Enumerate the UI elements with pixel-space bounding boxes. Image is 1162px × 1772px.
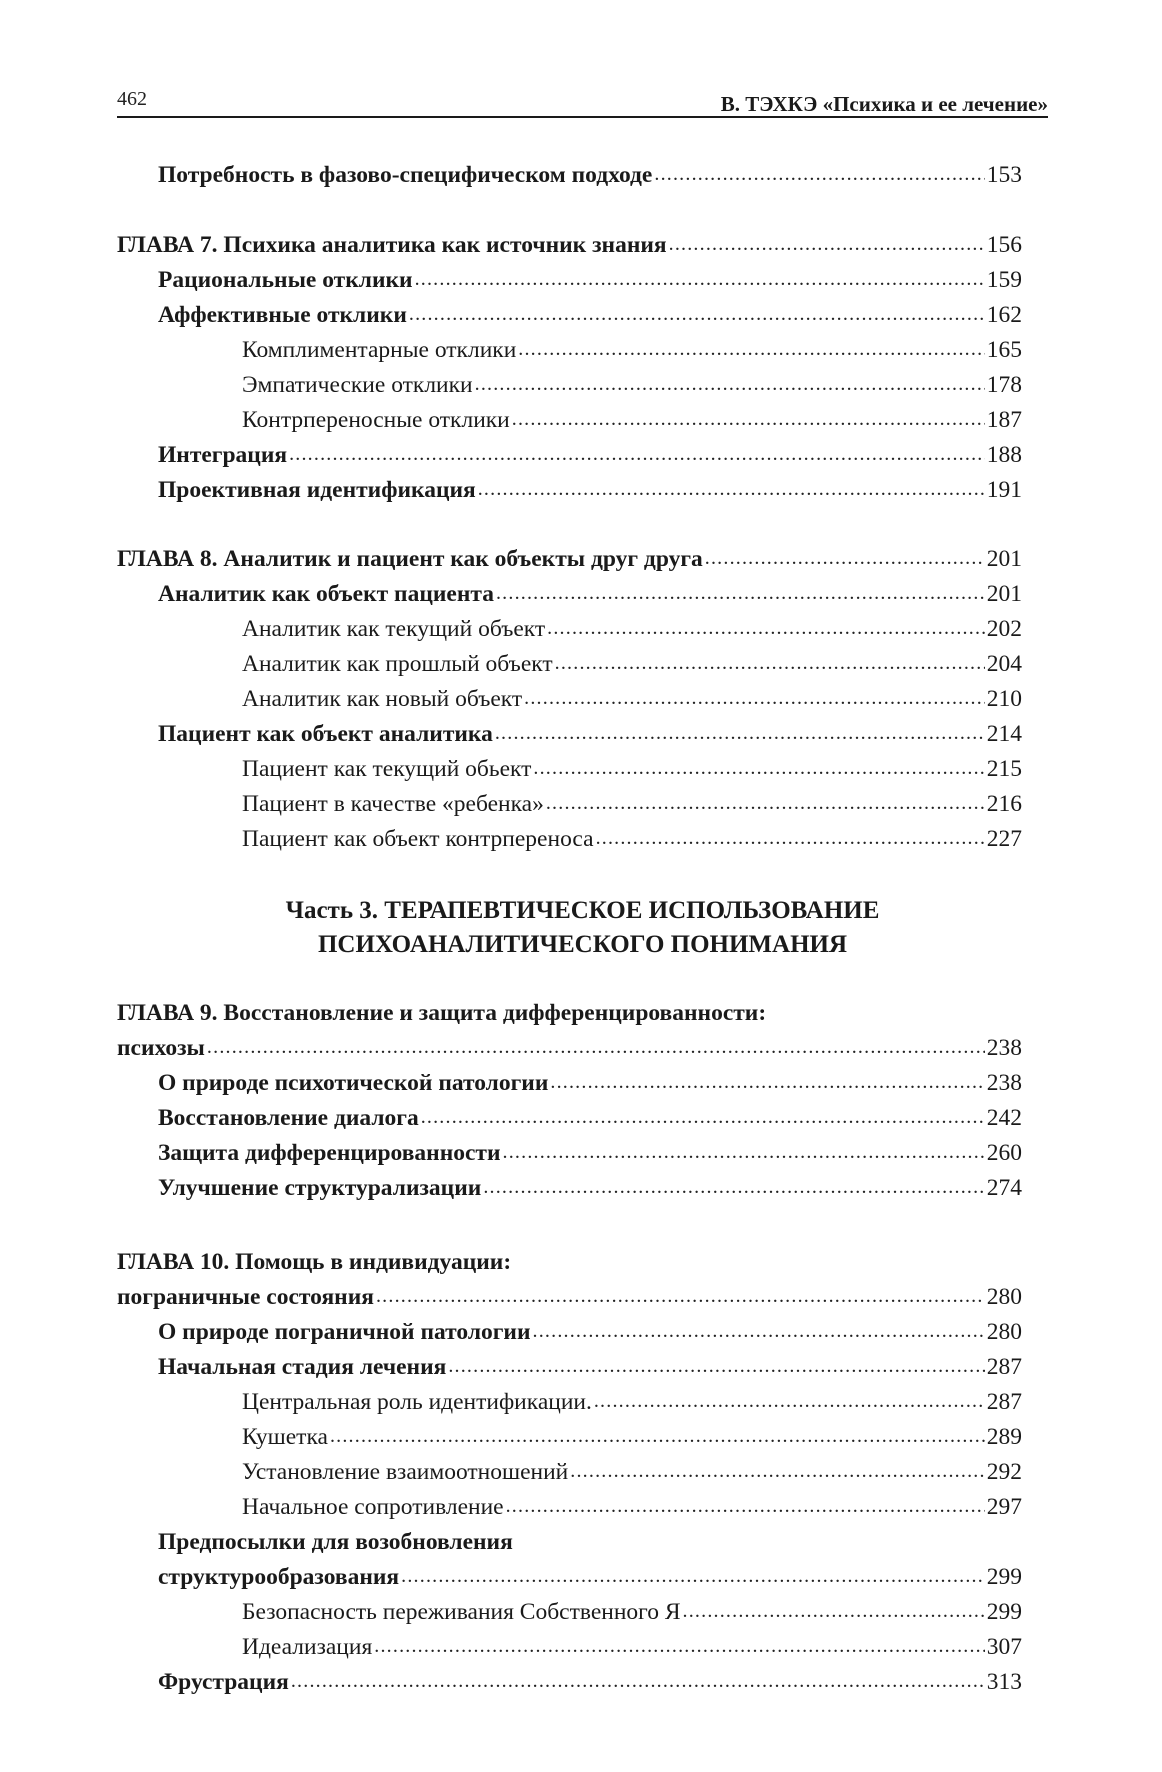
toc-entry[interactable] (158, 581, 1022, 615)
toc-chapter-title[interactable]: ГЛАВА 10. Помощь в индивидуации: (117, 1249, 512, 1275)
toc-entry-title: Улучшение структурализации (158, 1175, 482, 1201)
toc-entry-title: психозы (117, 1035, 205, 1061)
dot-leader (374, 1634, 984, 1654)
part-heading-line: ПСИХОАНАЛИТИЧЕСКОГО ПОНИМАНИЯ (317, 931, 848, 958)
toc-entry-page: 313 (986, 1669, 1022, 1695)
dot-leader (496, 581, 985, 601)
toc-entry-page: 201 (986, 546, 1022, 572)
dot-leader (533, 756, 984, 776)
toc-subentry[interactable] (242, 337, 1022, 371)
dot-leader (533, 1319, 985, 1339)
toc-entry[interactable] (158, 1669, 1022, 1703)
toc-entry[interactable] (158, 1175, 1022, 1209)
dot-leader (570, 1459, 984, 1479)
toc-entry-title: структурообразования (158, 1564, 400, 1590)
toc-entry-title: Эмпатические отклики (242, 372, 473, 398)
toc-entry-page: 274 (986, 1175, 1022, 1201)
toc-entry-page: 297 (986, 1494, 1022, 1520)
toc-entry-page: 292 (986, 1459, 1022, 1485)
dot-leader (547, 616, 985, 636)
dot-leader (506, 1494, 985, 1514)
toc-entry-page: 156 (986, 232, 1022, 258)
dot-leader (495, 721, 985, 741)
toc-entry-title: Фрустрация (158, 1669, 289, 1695)
dot-leader (376, 1284, 985, 1304)
toc-entry-title: Аналитик как прошлый объект (242, 651, 553, 677)
toc-entry-title: Проективная идентификация (158, 477, 476, 503)
toc-entry-page: 280 (986, 1319, 1022, 1345)
toc-entry[interactable] (158, 442, 1022, 476)
toc-entry-title: ГЛАВА 7. Психика аналитика как источник знания (117, 232, 667, 258)
toc-entry-page: 238 (986, 1070, 1022, 1096)
toc-entry-title: О природе пограничной патологии (158, 1319, 531, 1345)
toc-entry-page: 165 (986, 337, 1022, 363)
toc-entry-page: 210 (986, 686, 1022, 712)
toc-chapter-entry[interactable] (117, 232, 1022, 266)
toc-entry[interactable] (158, 1105, 1022, 1139)
toc-entry-page: 287 (986, 1389, 1022, 1415)
dot-leader (654, 162, 984, 182)
toc-subentry[interactable] (242, 1494, 1022, 1528)
toc-entry-title: Контрпереносные отклики (242, 407, 510, 433)
dot-leader (330, 1424, 985, 1444)
toc-entry-page: 227 (986, 826, 1022, 852)
toc-entry-title: Пациент как объект аналитика (158, 721, 493, 747)
toc-chapter-title[interactable]: ГЛАВА 9. Восстановление и защита дифференцированности: (117, 1000, 767, 1026)
toc-subentry[interactable] (242, 372, 1022, 406)
toc-entry-page: 187 (986, 407, 1022, 433)
dot-leader (669, 232, 985, 252)
dot-leader (207, 1035, 985, 1055)
toc-entry[interactable] (158, 1140, 1022, 1174)
toc-subentry[interactable] (242, 616, 1022, 650)
toc-entry-title: Аналитик как объект пациента (158, 581, 494, 607)
toc-entry-page: 188 (986, 442, 1022, 468)
toc-entry-page: 204 (986, 651, 1022, 677)
toc-entry-title: Центральная роль идентификации. (242, 1389, 592, 1415)
toc-entry-page: 201 (986, 581, 1022, 607)
running-title: В. ТЭХКЭ «Психика и ее лечение» (720, 92, 1048, 116)
toc-entry-title: Идеализация (242, 1634, 373, 1660)
toc-entry-page: 289 (986, 1424, 1022, 1450)
toc-chapter-entry[interactable] (117, 1284, 1022, 1318)
toc-entry-title: ГЛАВА 8. Аналитик и пациент как объекты друг друга (117, 546, 703, 572)
toc-entry-title: О природе психотической патологии (158, 1070, 549, 1096)
toc-entry-title: Аналитик как текущий объект (242, 616, 546, 642)
toc-subentry[interactable] (242, 756, 1022, 790)
toc-entry-page: 191 (986, 477, 1022, 503)
toc-entry-page: 202 (986, 616, 1022, 642)
dot-leader (409, 302, 985, 322)
toc-entry-title: Пациент как текущий обьект (242, 756, 532, 782)
toc-subentry[interactable] (242, 1599, 1022, 1633)
toc-chapter-entry[interactable] (117, 546, 1022, 580)
toc-entry-title: Установление взаимоотношений (242, 1459, 569, 1485)
toc-entry-page: 299 (986, 1564, 1022, 1590)
dot-leader (291, 1669, 985, 1689)
toc-entry-page: 260 (986, 1140, 1022, 1166)
dot-leader (594, 1389, 985, 1409)
toc-entry-page: 307 (986, 1634, 1022, 1660)
dot-leader (483, 1175, 984, 1195)
toc-subentry[interactable] (242, 651, 1022, 685)
toc-entry[interactable] (158, 302, 1022, 336)
toc-entry-title: Комплиментарные отклики (242, 337, 517, 363)
toc-entry-title: Пациент в качестве «ребенка» (242, 791, 544, 817)
dot-leader (289, 442, 985, 462)
toc-entry-page: 216 (986, 791, 1022, 817)
toc-chapter-entry[interactable] (117, 1035, 1022, 1069)
toc-entry[interactable] (158, 1354, 1022, 1388)
toc-subentry[interactable] (242, 1389, 1022, 1423)
part-heading-line: Часть 3. ТЕРАПЕВТИЧЕСКОЕ ИСПОЛЬЗОВАНИЕ (285, 897, 880, 924)
toc-entry[interactable] (158, 1070, 1022, 1104)
toc-entry-title: Интеграция (158, 442, 288, 468)
toc-entry-page: 280 (986, 1284, 1022, 1310)
dot-leader (512, 407, 985, 427)
part-heading (117, 894, 1048, 962)
toc-entry-title: Потребность в фазово-специфическом подходе (158, 162, 653, 188)
toc-subentry[interactable] (242, 1634, 1022, 1668)
toc-entry-page: 214 (986, 721, 1022, 747)
toc-entry-title: Аналитик как новый объект (242, 686, 523, 712)
toc-entry-title: Восстановление диалога (158, 1105, 419, 1131)
toc-entry-title: Защита дифференцированности (158, 1140, 501, 1166)
toc-subentry[interactable] (242, 791, 1022, 825)
dot-leader (503, 1140, 985, 1160)
page-number: 462 (117, 88, 147, 110)
toc-subentry[interactable] (242, 1424, 1022, 1458)
toc-entry[interactable] (158, 721, 1022, 755)
toc-entry[interactable] (158, 477, 1022, 511)
dot-leader (555, 651, 985, 671)
toc-entry[interactable] (158, 1564, 1022, 1598)
toc-entry-title: пограничные состояния (117, 1284, 374, 1310)
toc-entry[interactable] (158, 267, 1022, 301)
toc-entry-title: Начальная стадия лечения (158, 1354, 447, 1380)
toc-entry-page: 178 (986, 372, 1022, 398)
toc-entry-page: 215 (986, 756, 1022, 782)
dot-leader (546, 791, 985, 811)
dot-leader (596, 826, 985, 846)
toc-entry-page: 162 (986, 302, 1022, 328)
toc-entry-page: 238 (986, 1035, 1022, 1061)
dot-leader (524, 686, 985, 706)
toc-entry-page: 153 (986, 162, 1022, 188)
dot-leader (518, 337, 984, 357)
dot-leader (705, 546, 985, 566)
toc-subentry[interactable] (242, 686, 1022, 720)
dot-leader (401, 1564, 985, 1584)
toc-entry-title-line[interactable]: Предпосылки для возобновления (158, 1529, 513, 1555)
toc-subentry[interactable] (242, 407, 1022, 441)
dot-leader (683, 1599, 985, 1619)
dot-leader (421, 1105, 985, 1125)
toc-entry-title: Пациент как объект контрпереноса (242, 826, 594, 852)
dot-leader (475, 372, 985, 392)
dot-leader (448, 1354, 984, 1374)
toc-entry[interactable] (158, 1319, 1022, 1353)
toc-subentry[interactable] (242, 826, 1022, 860)
toc-entry-title: Кушетка (242, 1424, 328, 1450)
toc-entry-page: 242 (986, 1105, 1022, 1131)
toc-subentry[interactable] (242, 1459, 1022, 1493)
toc-entry-title: Аффективные отклики (158, 302, 407, 328)
toc-entry-page: 287 (986, 1354, 1022, 1380)
toc-entry-title: Рациональные отклики (158, 267, 413, 293)
toc-entry-title: Начальное сопротивление (242, 1494, 504, 1520)
dot-leader (550, 1070, 984, 1090)
toc-entry[interactable] (158, 162, 1022, 196)
dot-leader (478, 477, 985, 497)
toc-entry-title: Безопасность переживания Собственного Я (242, 1599, 681, 1625)
toc-entry-page: 299 (986, 1599, 1022, 1625)
dot-leader (415, 267, 985, 287)
toc-entry-page: 159 (986, 267, 1022, 293)
